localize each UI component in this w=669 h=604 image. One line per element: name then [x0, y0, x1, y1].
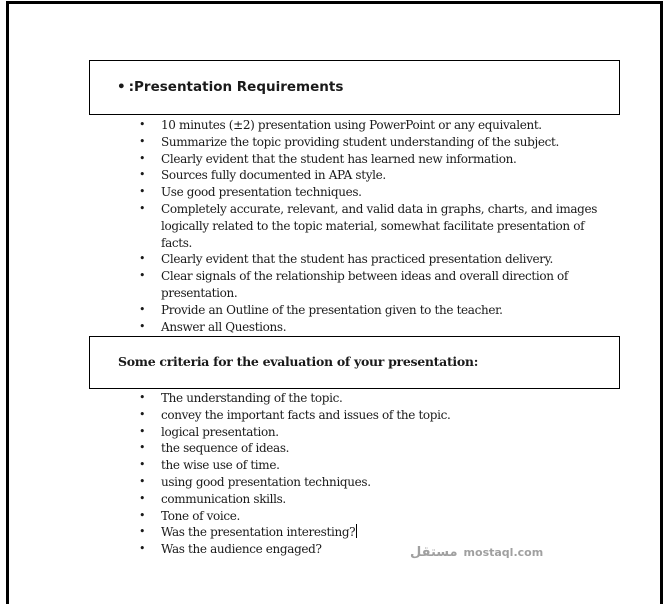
bullet-icon: •	[139, 491, 146, 505]
list-item: • Completely accurate, relevant, and valid data in graphs, charts, and images logically related to the topic material, somewhat facilitate presentation of facts.	[139, 201, 598, 250]
list-item: • 10 minutes (±2) presentation using PowerPoint or any equivalent.	[139, 118, 542, 132]
bullet-icon: •	[139, 252, 146, 266]
list-item: • Sources fully documented in APA style.	[139, 168, 386, 183]
section-heading-box-requirements	[89, 60, 620, 115]
list-item[interactable]: • Was the presentation interesting?	[139, 525, 356, 540]
text-cursor	[356, 524, 357, 538]
bullet-icon: •	[139, 441, 146, 455]
list-item: • using good presentation techniques.	[139, 474, 371, 489]
list-item: • Was the audience engaged?	[139, 542, 322, 557]
list-item: • the wise use of time.	[139, 458, 280, 473]
bullet-icon: •	[139, 407, 146, 421]
list-item: • Use good presentation techniques.	[139, 185, 362, 200]
list-item: • logical presentation.	[139, 424, 279, 439]
bullet-icon: •	[139, 319, 146, 333]
list-item: • communication skills.	[139, 491, 286, 506]
bullet-icon: •	[139, 458, 146, 472]
list-item: • Clear signals of the relationship between ideas and overall direction of presentation.	[139, 269, 569, 300]
list-item: • convey the important facts and issues of the topic.	[139, 407, 451, 422]
list-item: • the sequence of ideas.	[139, 441, 290, 456]
watermark-logo: مستقل	[410, 545, 458, 560]
bullet-icon: •	[139, 185, 146, 199]
list-item: • The understanding of the topic.	[139, 391, 343, 405]
section-heading-box-criteria	[89, 336, 620, 389]
bullet-icon: •	[139, 118, 146, 131]
watermark	[410, 545, 543, 561]
criteria-list	[0, 390, 606, 558]
section-heading-requirements	[117, 79, 343, 95]
bullet-icon: •	[139, 269, 146, 283]
list-item: • Clearly evident that the student has practiced presentation delivery.	[139, 252, 553, 267]
bullet-icon: •	[139, 542, 146, 556]
bullet-icon: •	[139, 302, 146, 316]
bullet-icon: •	[139, 168, 146, 182]
bullet-icon: •	[139, 525, 146, 539]
bullet-icon: •	[139, 474, 146, 488]
list-item: • Summarize the topic providing student understanding of the subject.	[139, 134, 559, 149]
watermark-site: mostaql.com	[463, 546, 544, 559]
heading-text: :Presentation Requirements	[128, 79, 344, 95]
bullet-icon: •	[139, 201, 146, 215]
heading-bullet: •	[117, 79, 126, 95]
list-item: • Provide an Outline of the presentation given to the teacher.	[139, 302, 503, 317]
bullet-icon: •	[139, 134, 146, 148]
list-item: • Tone of voice.	[139, 508, 241, 523]
bullet-icon: •	[139, 424, 146, 438]
bullet-icon: •	[139, 151, 146, 165]
list-item: • Clearly evident that the student has learned new information.	[139, 151, 517, 166]
requirements-list	[0, 117, 606, 335]
bullet-icon: •	[139, 508, 146, 522]
section-heading-criteria: Some criteria for the evaluation of your presentation:	[118, 354, 479, 369]
list-item: • Answer all Questions.	[139, 319, 287, 334]
bullet-icon: •	[139, 391, 146, 404]
